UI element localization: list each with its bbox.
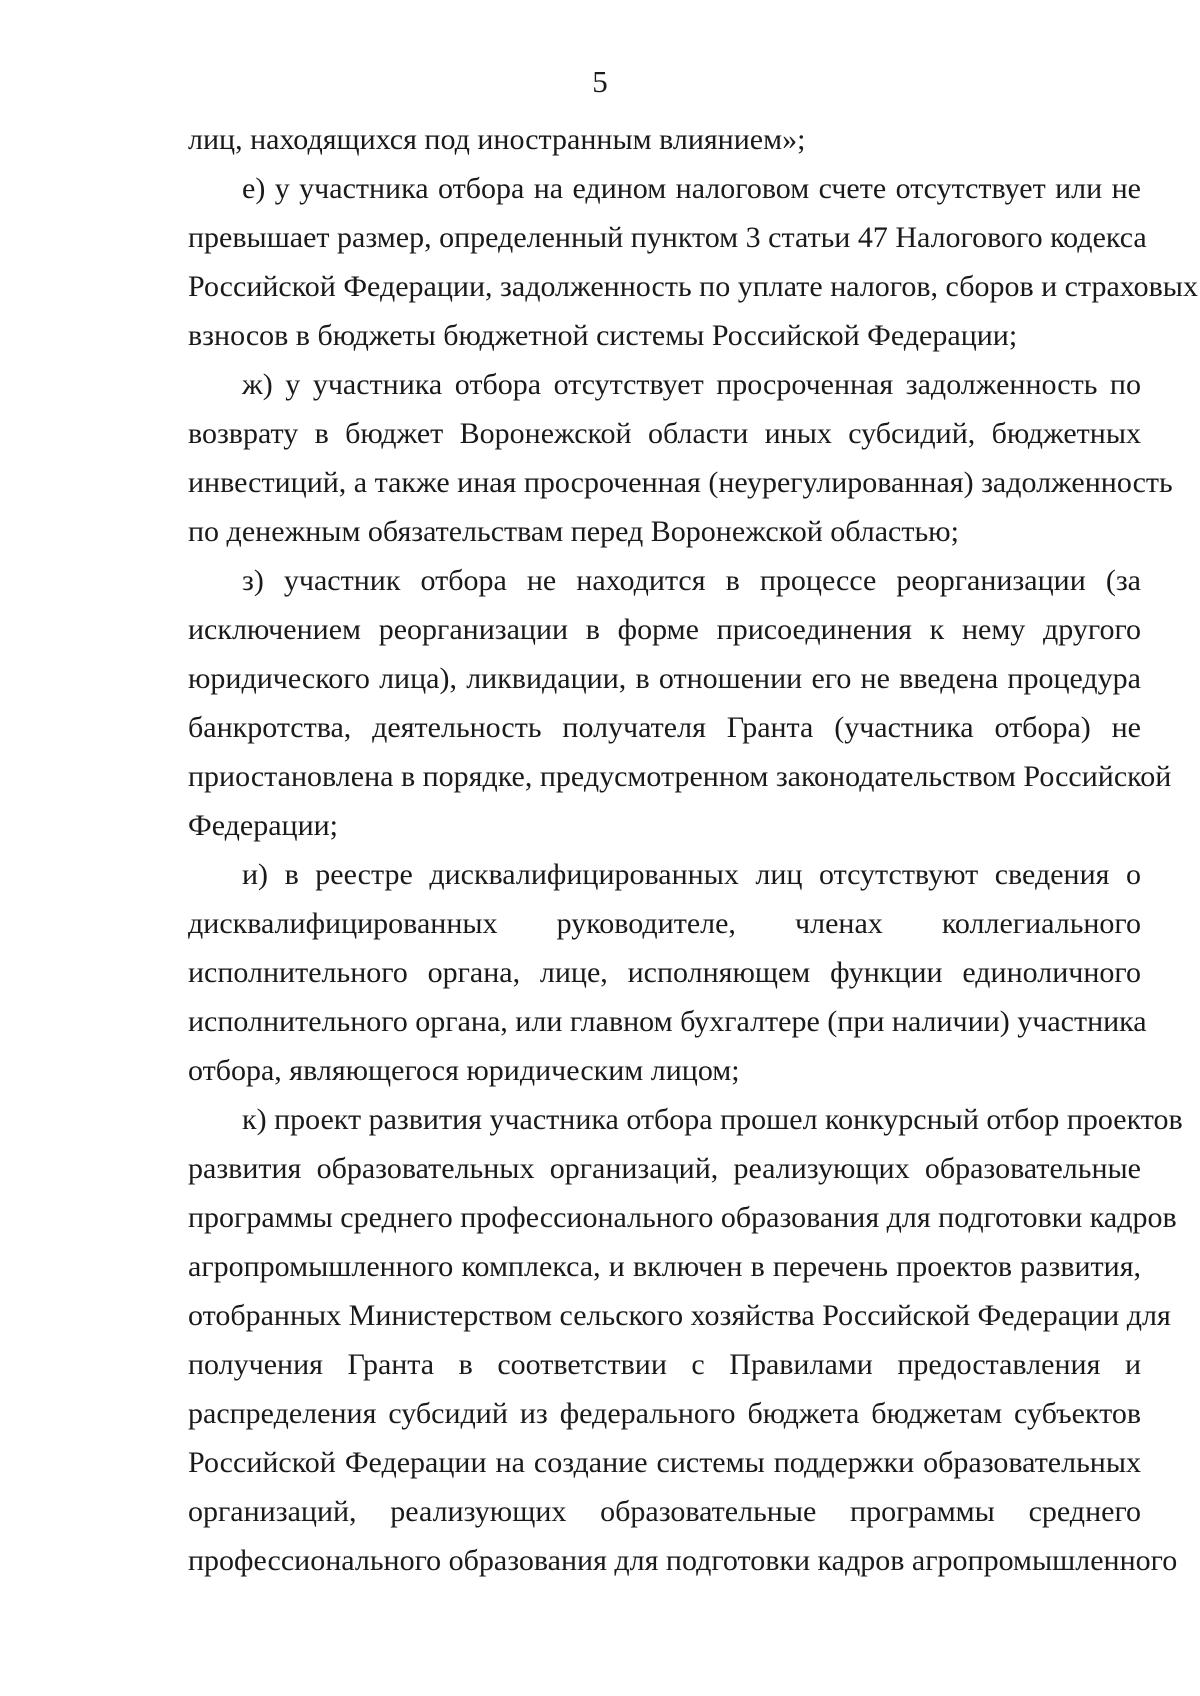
text-line: развития образовательных организаций, реализующих образовательные: [188, 1152, 1141, 1185]
text-line: к) проект развития участника отбора прошел конкурсный отбор проектов: [242, 1103, 1183, 1136]
text-line: по денежным обязательствам перед Воронежской областью;: [188, 515, 959, 548]
text-line: отобранных Министерством сельского хозяйства Российской Федерации для: [188, 1299, 1171, 1332]
text-line: отбора, являющегося юридическим лицом;: [188, 1054, 740, 1087]
text-line: профессионального образования для подготовки кадров агропромышленного: [188, 1544, 1178, 1577]
text-line: агропромышленного комплекса, и включен в перечень проектов развития,: [188, 1250, 1141, 1283]
text-line: банкротства, деятельность получателя Гранта (участника отбора) не: [188, 711, 1141, 744]
text-line: приостановлена в порядке, предусмотренном законодательством Российской: [188, 760, 1172, 793]
text-line: исполнительного органа, лице, исполняющем функции единоличного: [188, 956, 1141, 989]
text-line: организаций, реализующих образовательные программы среднего: [188, 1495, 1141, 1528]
text-line: з) участник отбора не находится в процессе реорганизации (за: [242, 564, 1141, 597]
text-line: превышает размер, определенный пунктом 3 статьи 47 Налогового кодекса: [188, 221, 1147, 254]
text-line: ж) у участника отбора отсутствует просроченная задолженность по: [242, 368, 1141, 401]
text-line: получения Гранта в соответствии с Правилами предоставления и: [188, 1348, 1141, 1381]
page-number: 5: [592, 64, 608, 99]
text-line: дисквалифицированных руководителе, членах коллегиального: [188, 907, 1141, 940]
text-line: и) в реестре дисквалифицированных лиц отсутствуют сведения о: [242, 858, 1141, 891]
text-line: возврату в бюджет Воронежской области иных субсидий, бюджетных: [188, 417, 1141, 450]
text-line: Федерации;: [188, 809, 339, 842]
text-line: распределения субсидий из федерального бюджета бюджетам субъектов: [188, 1397, 1141, 1430]
text-line: исключением реорганизации в форме присоединения к нему другого: [188, 613, 1141, 646]
text-line: лиц, находящихся под иностранным влиянием»;: [188, 123, 806, 156]
text-line: инвестиций, а также иная просроченная (неурегулированная) задолженность: [188, 466, 1173, 499]
text-line: юридического лица), ликвидации, в отношении его не введена процедура: [188, 662, 1141, 695]
text-line: взносов в бюджеты бюджетной системы Российской Федерации;: [188, 319, 1018, 352]
text-line: программы среднего профессионального образования для подготовки кадров: [188, 1201, 1177, 1234]
text-line: Российской Федерации на создание системы поддержки образовательных: [188, 1446, 1141, 1479]
text-line: исполнительного органа, или главном бухгалтере (при наличии) участника: [188, 1005, 1147, 1038]
text-line: Российской Федерации, задолженность по уплате налогов, сборов и страховых: [188, 270, 1198, 303]
text-line: е) у участника отбора на едином налоговом счете отсутствует или не: [242, 172, 1141, 205]
